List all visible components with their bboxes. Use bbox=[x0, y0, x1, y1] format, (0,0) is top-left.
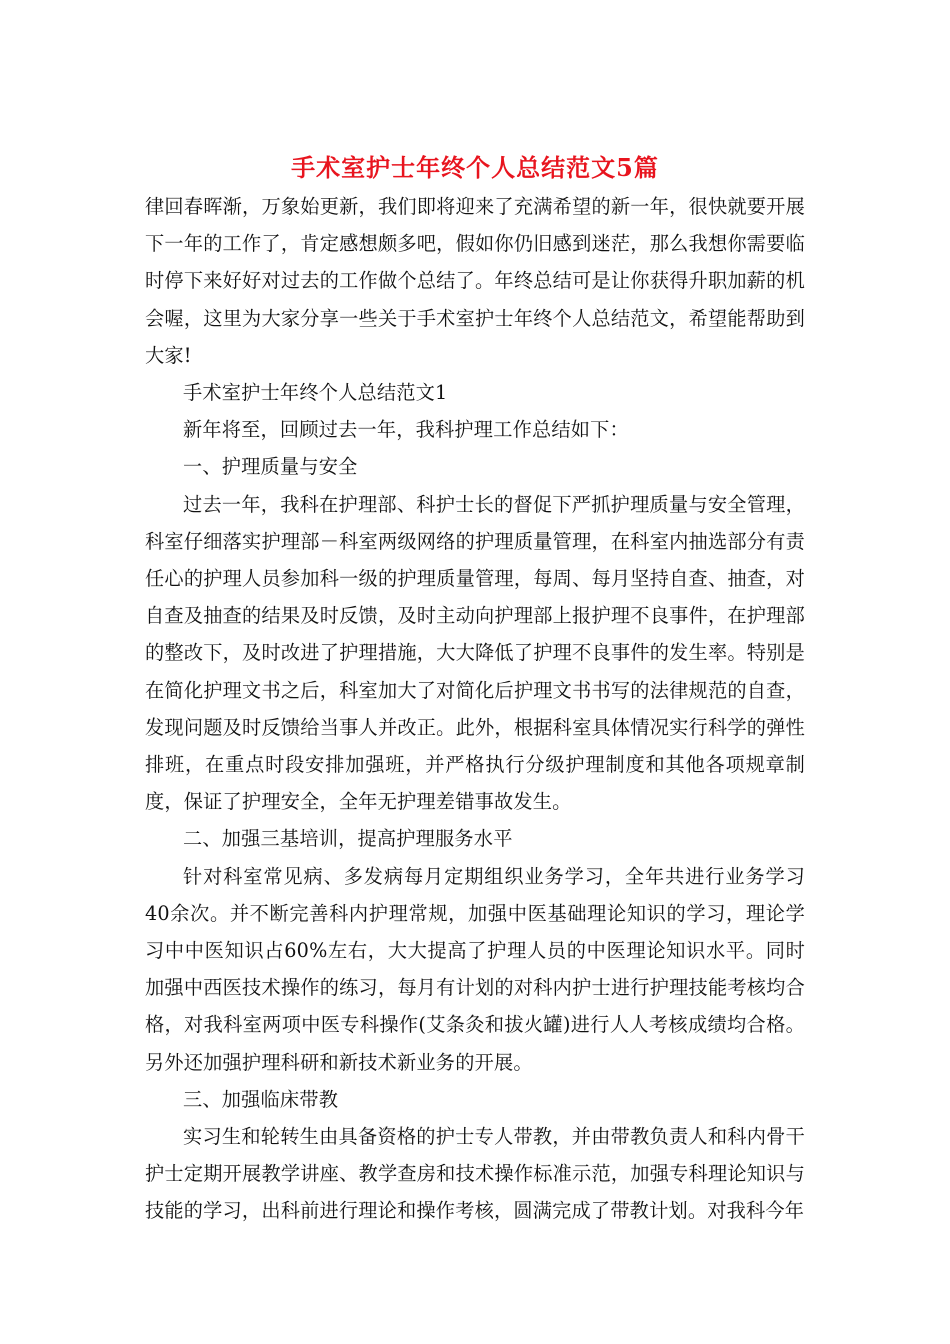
paragraph-opening: 新年将至，回顾过去一年，我科护理工作总结如下： bbox=[183, 418, 629, 442]
section-heading-article-1: 手术室护士年终个人总结范文1 bbox=[183, 381, 448, 405]
paragraph-quality-safety: 过去一年，我科在护理部、科护士长的督促下严抓护理质量与安全管理，科室仔细落实护理部－科室两级网络的护理质量管理，在科室内抽选部分有责任心的护理人员参加科一级的护理质量管理，每周、每月坚持自查、抽查，对自查及抽查的结果及时反馈，及时主动向护理部上报护理不良事件，在护理部的整改下，及时改进了护理措施，大大降低了护理不良事件的发生率。特别是在简化护理文书之后，科室加大了对简化后护理文书书写的法律规范的自查，发现问题及时反馈给当事人并改正。此外，根据科室具体情况实行科学的弹性排班，在重点时段安排加强班，并严格执行分级护理制度和其他各项规章制度，保证了护理安全，全年无护理差错事故发生。 bbox=[145, 492, 805, 814]
section-heading-clinical-teaching: 三、加强临床带教 bbox=[183, 1087, 339, 1111]
document-title: 手术室护士年终个人总结范文5篇 bbox=[291, 153, 659, 182]
paragraph-training: 针对科室常见病、多发病每月定期组织业务学习，全年共进行业务学习40余次。并不断完善科内护理常规，加强中医基础理论知识的学习，理论学习中中医知识占60%左右，大大提高了护理人员的中医理论知识水平。同时加强中西医技术操作的练习，每月有计划的对科内护士进行护理技能考核均合格，对我科室两项中医专科操作(艾条灸和拔火罐)进行人人考核成绩均合格。另外还加强护理科研和新技术新业务的开展。 bbox=[145, 864, 805, 1074]
section-heading-training: 二、加强三基培训，提高护理服务水平 bbox=[183, 827, 513, 851]
document-page bbox=[145, 148, 805, 1230]
intro-paragraph: 律回春晖渐，万象始更新，我们即将迎来了充满希望的新一年，很快就要开展下一年的工作了，肯定感想颇多吧，假如你仍旧感到迷茫，那么我想你需要临时停下来好好对过去的工作做个总结了。年终总结可是让你获得升职加薪的机会喔，这里为大家分享一些关于手术室护士年终个人总结范文，希望能帮助到大家! bbox=[145, 195, 805, 367]
section-heading-quality-safety: 一、护理质量与安全 bbox=[183, 455, 358, 479]
paragraph-clinical-teaching: 实习生和轮转生由具备资格的护士专人带教，并由带教负责人和科内骨干护士定期开展教学讲座、教学查房和技术操作标准示范，加强专科理论知识与技能的学习，出科前进行理论和操作考核，圆满完成了带教计划。对我科今年 bbox=[145, 1125, 805, 1223]
